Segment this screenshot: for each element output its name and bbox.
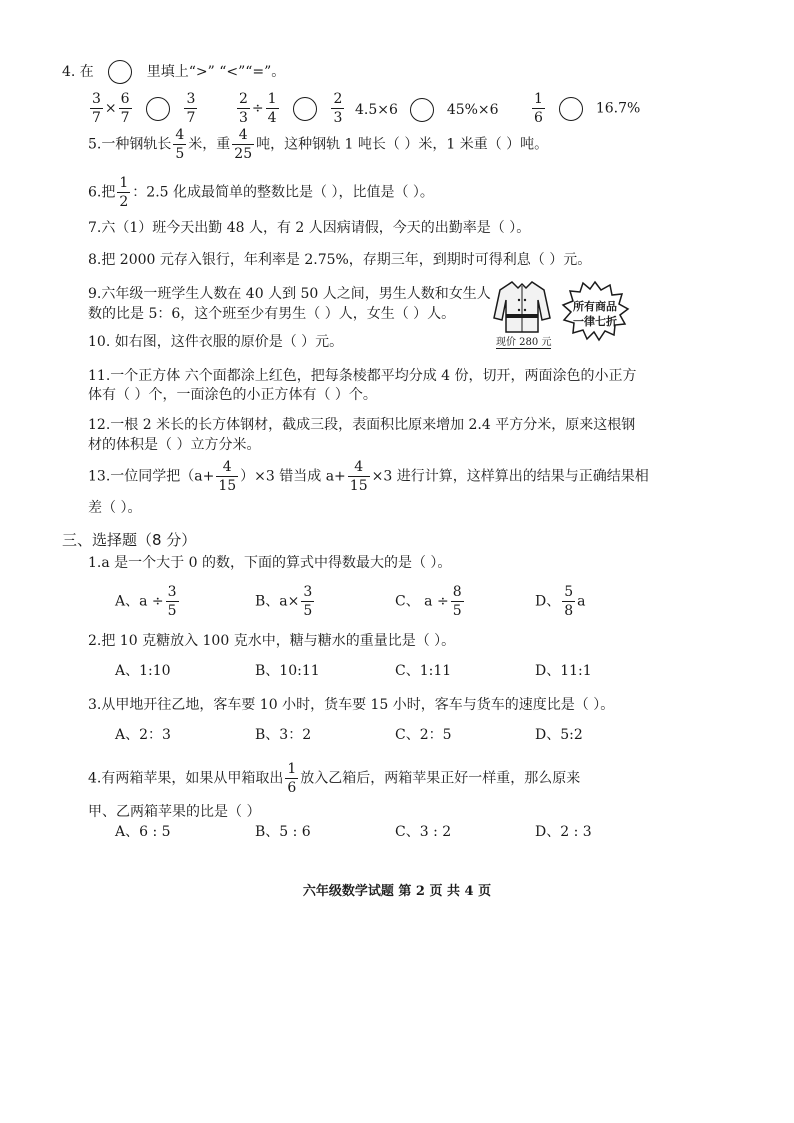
mc4-option-a[interactable]: A、6 : 5 [115,824,171,840]
mc4-stem: 4.有两箱苹果，如果从甲箱取出 $\frac{1}{6}$ 放入乙箱后，两箱苹果正好一样重，那么原来 [88,761,581,796]
mc1-stem: 1.a 是一个大于 0 的数，下面的算式中得数最大的是（ ）。 [88,555,452,571]
mc3-option-b[interactable]: B、3：2 [255,727,312,743]
price-label: 现价 280 元 [496,333,551,349]
mc4-option-b[interactable]: B、5 : 6 [255,824,311,840]
coat-icon [492,278,552,334]
mc2-option-a[interactable]: A、1:10 [115,663,171,679]
fraction: $\frac{3}{7}$ [92,91,101,126]
mc1-option-a[interactable]: A、a ÷ $\frac{3}{5}$ [115,584,177,619]
answer-circle[interactable] [559,97,583,121]
fraction: $\frac{8}{5}$ [452,584,462,619]
answer-circle[interactable] [146,97,170,121]
q9-line1: 9.六年级一班学生人数在 40 人到 50 人之间，男生人数和女生人 [88,286,491,302]
fraction: $\frac{2}{3}$ [333,91,343,126]
answer-circle[interactable] [293,97,317,121]
answer-circle[interactable] [108,60,132,84]
answer-circle[interactable] [410,98,434,122]
fraction: $\frac{2}{3}$ [239,91,248,126]
q12-line1: 12.一根 2 米长的长方体钢材，截成三段，表面积比原来增加 2.4 平方分米，原来这根钢 [88,417,636,433]
q4-compare-c: 4.5×6 45%×6 [355,98,499,122]
fraction: $\frac{4}{15}$ [349,459,368,494]
mc3-option-a[interactable]: A、2：3 [115,727,171,743]
q4-compare-d: $\frac{1}{6}$ 16.7% [534,91,641,126]
fraction: $\frac{3}{5}$ [303,584,313,619]
q12-line2: 材的体积是（ ）立方分米。 [88,437,261,453]
mc3-option-c[interactable]: C、2：5 [395,727,452,743]
q7: 7.六（1）班今天出勤 48 人，有 2 人因病请假，今天的出勤率是（ ）。 [88,220,531,236]
q10: 10. 如右图，这件衣服的原价是（ ）元。 [88,334,344,350]
mc2-option-b[interactable]: B、10:11 [255,663,320,679]
mc2-stem: 2.把 10 克糖放入 100 克水中，糖与糖水的重量比是（ ）。 [88,633,456,649]
mc2-option-c[interactable]: C、1:11 [395,663,452,679]
badge-text-1: 所有商品 [573,300,617,313]
mc3-stem: 3.从甲地开往乙地，客车要 10 小时，货车要 15 小时，客车与货车的速度比是（ ）。 [88,697,615,713]
q13-line2: 差（ ）。 [88,500,142,516]
discount-badge [560,280,630,342]
section-title: 三、选择题（8 分） [62,531,197,549]
fraction: $\frac{1}{6}$ [534,91,543,126]
page-footer: 六年级数学试题 第 2 页 共 4 页 [302,884,492,899]
fraction: $\frac{5}{8}$ [564,584,574,619]
fraction: $\frac{6}{7}$ [120,91,130,126]
mc1-option-c[interactable]: C、 a ÷ $\frac{8}{5}$ [395,584,462,619]
coat-image [492,278,552,334]
mc4-stem-line2: 甲、乙两箱苹果的比是（ ） [88,804,261,820]
q8: 8.把 2000 元存入银行，年利率是 2.75%，存期三年，到期时可得利息（ ）元。 [88,252,592,268]
fraction: $\frac{4}{25}$ [234,127,253,162]
q9-line2: 数的比是 5：6，这个班至少有男生（ ）人，女生（ ）人。 [88,306,456,322]
mc1-option-d[interactable]: D、 $\frac{5}{8}$ a [535,584,586,619]
q5: 5.一种钢轨长 $\frac{4}{5}$ 米，重 $\frac{4}{25}$ 吨，这种钢轨 1 吨长（ ）米，1 米重（ ）吨。 [88,127,549,162]
fraction: $\frac{1}{4}$ [267,91,277,126]
fraction: $\frac{1}{6}$ [287,761,297,796]
q6: 6.把 $\frac{1}{2}$ ：2.5 化成最简单的整数比是（ ），比值是（ ）。 [88,175,434,210]
badge-text-2: 一律七折 [573,315,617,328]
q4-compare-b: $\frac{2}{3}$ ÷ $\frac{1}{4}$ $\frac{2}{3}$ [239,91,343,126]
q4-compare-a: $\frac{3}{7}$ × $\frac{6}{7}$ $\frac{3}{7}$ [92,91,196,126]
q11-line1: 11.一个正方体 六个面都涂上红色，把每条棱都平均分成 4 份，切开，两面涂色的小正方 [88,368,637,384]
mc4-option-d[interactable]: D、2 : 3 [535,824,592,840]
mc3-option-d[interactable]: D、5:2 [535,727,583,743]
mc1-option-b[interactable]: B、a× $\frac{3}{5}$ [255,584,313,619]
q13-line1: 13.一位同学把（a+ $\frac{4}{15}$ ）×3 错当成 a+ $\frac{4}{15}$ ×3 进行计算，这样算出的结果与正确结果相 [88,459,649,494]
fraction: $\frac{1}{2}$ [119,175,129,210]
fraction: $\frac{3}{5}$ [167,584,177,619]
fraction: $\frac{4}{15}$ [218,459,237,494]
q11-line2: 体有（ ）个，一面涂色的小正方体有（ ）个。 [88,387,377,403]
q4-prompt: 4. 在 里填上“>” “<”“=”。 [62,60,285,84]
fraction: $\frac{4}{5}$ [175,127,185,162]
mc4-option-c[interactable]: C、3 : 2 [395,824,452,840]
fraction: $\frac{3}{7}$ [186,91,196,126]
mc2-option-d[interactable]: D、11:1 [535,663,592,679]
